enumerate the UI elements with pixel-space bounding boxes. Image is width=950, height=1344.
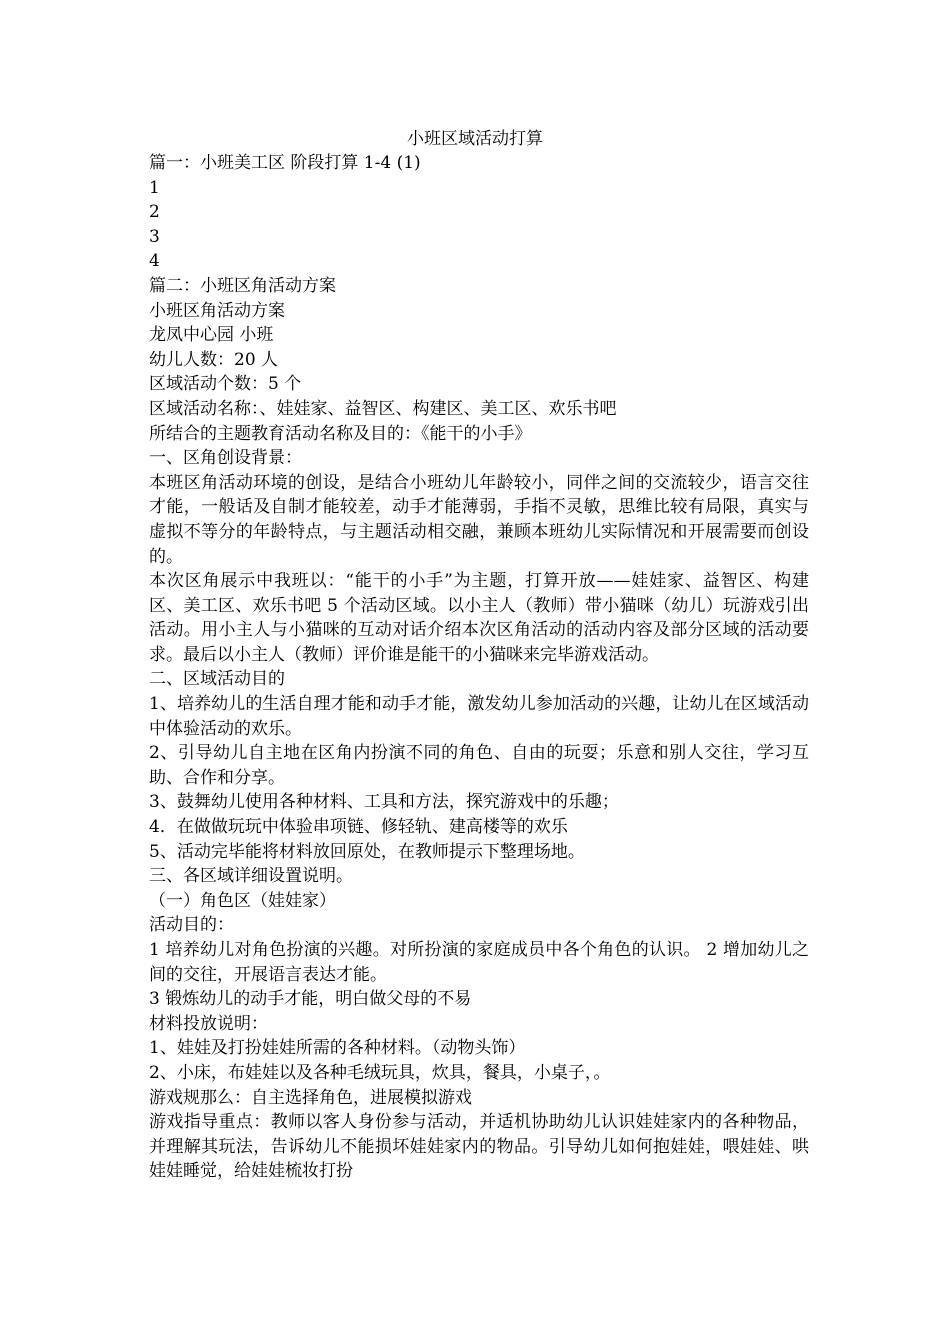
text-line: 小班区角活动方案: [149, 300, 285, 321]
text-line: 1: [149, 177, 160, 198]
text-line: 区域活动名称：、娃娃家、益智区、构建区、美工区、欢乐书吧: [149, 398, 617, 419]
material-item: 2、小床，布娃娃以及各种毛绒玩具，炊具，餐具，小桌子，。: [149, 1062, 611, 1083]
background-paragraph: 本次区角展示中我班以：“能干的小手”为主题，打算开放——娃娃家、益智区、构建区、美工区、欢乐书吧 5 个活动区域。以小主人（教师）带小猫咪（幼儿）玩游戏引出活动。用小主人与小猫咪的互动对话介绍本次区角活动的活动内容及部分区域的活动要求。最后以小主人（教师）评价谁是能干的小猫咪来完毕游戏活动。: [149, 571, 809, 665]
text-line: 所结合的主题教育活动名称及目的：《能干的小手》: [149, 423, 532, 444]
goal-item: 4．在做做玩玩中体验串项链、修轻轨、建高楼等的欢乐: [149, 817, 568, 838]
document-body: [149, 151, 809, 1184]
text-line: 篇一：小班美工区 阶段打算 1-4 (1): [149, 153, 421, 173]
goal-item: 1、培养幼儿的生活自理才能和动手才能，激发幼儿参加活动的兴趣，让幼儿在区域活动中体验活动的欢乐。: [149, 694, 809, 739]
section-heading: 三、各区域详细设置说明。: [149, 866, 353, 887]
label-purpose: 活动目的：: [149, 915, 234, 936]
goal-item: 2、引导幼儿自主地在区角内扮演不同的角色、自由的玩耍；乐意和别人交往，学习互助、合作和分享。: [149, 743, 809, 788]
section-heading: 篇二：小班区角活动方案: [149, 275, 336, 296]
text-line: 幼儿人数：20 人: [149, 349, 279, 370]
label-materials: 材料投放说明：: [149, 1013, 268, 1034]
material-item: 1、娃娃及打扮娃娃所需的各种材料。（动物头饰）: [149, 1038, 526, 1059]
section-heading: 一、区角创设背景：: [149, 448, 302, 469]
subsection-heading: （一）角色区（娃娃家）: [149, 890, 336, 911]
text-line: 3: [149, 226, 160, 247]
document-title: 小班区域活动打算: [407, 129, 543, 149]
text-line: 区域活动个数：5 个: [149, 374, 302, 395]
text-line: 龙凤中心园 小班: [149, 325, 274, 346]
purpose-item: 1 培养幼儿对角色扮演的兴趣。对所扮演的家庭成员中各个角色的认识。 2 增加幼儿之间的交往，开展语言表达才能。: [149, 940, 809, 985]
text-line: 4: [149, 251, 160, 272]
purpose-item: 3 锻炼幼儿的动手才能，明白做父母的不易: [149, 989, 472, 1010]
rules-line: 游戏规那么：自主选择角色，进展模拟游戏: [149, 1087, 472, 1108]
goal-item: 5、活动完毕能将材料放回原处，在教师提示下整理场地。: [149, 841, 585, 862]
section-heading: 二、区域活动目的: [149, 669, 285, 690]
guidance-paragraph: 游戏指导重点：教师以客人身份参与活动，并适机协助幼儿认识娃娃家内的各种物品，并理解其玩法，告诉幼儿不能损坏娃娃家内的物品。引导幼儿如何抱娃娃，喂娃娃、哄娃娃睡觉，给娃娃梳妆打扮: [149, 1112, 809, 1182]
text-line: 2: [149, 202, 160, 223]
background-paragraph: 本班区角活动环境的创设，是结合小班幼儿年龄较小，同伴之间的交流较少，语言交往才能，一般话及自制才能较差，动手才能薄弱，手指不灵敏，思维比较有局限，真实与虚拟不等分的年龄特点，与主题活动相交融，兼顾本班幼儿实际情况和开展需要而创设的。: [149, 472, 809, 567]
goal-item: 3、鼓舞幼儿使用各种材料、工具和方法，探究游戏中的乐趣；: [149, 792, 619, 813]
